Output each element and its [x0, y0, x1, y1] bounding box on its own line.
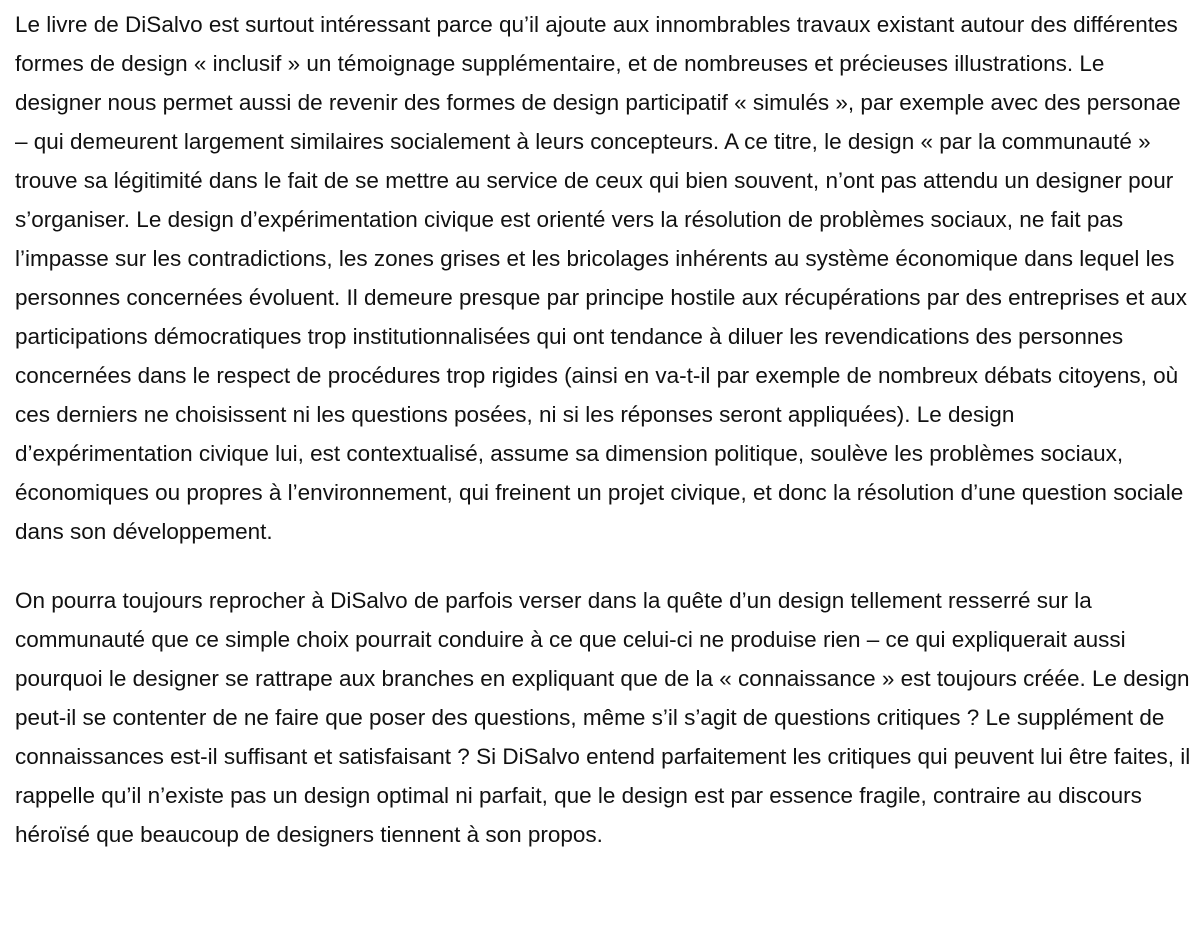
paragraph-1: Le livre de DiSalvo est surtout intéressant parce qu’il ajoute aux innombrables travaux existant autour des différentes formes de design « inclusif » un témoignage supplémentaire, et de nombreuses et précieuses illustrations. Le designer nous permet aussi de revenir des formes de design participatif « simulés », par exemple avec des personae – qui demeurent largement similaires socialement à leurs concepteurs. A ce titre, le design « par la communauté » trouve sa légitimité dans le fait de se mettre au service de ceux qui bien souvent, n’ont pas attendu un designer pour s’organiser. Le design d’expérimentation civique est orienté vers la résolution de problèmes sociaux, ne fait pas l’impasse sur les contradictions, les zones grises et les bricolages inhérents au système économique dans lequel les personnes concernées évoluent. Il demeure presque par principe hostile aux récupérations par des entreprises et aux participations démocratiques trop institutionnalisées qui ont tendance à diluer les revendications des personnes concernées dans le respect de procédures trop rigides (ainsi en va-t-il par exemple de nombreux débats citoyens, où ces derniers ne choisissent ni les questions posées, ni si les réponses seront appliquées). Le design d’expérimentation civique lui, est contextualisé, assume sa dimension politique, soulève les problèmes sociaux, économiques ou propres à l’environnement, qui freinent un projet civique, et donc la résolution d’une question sociale dans son développement. — [15, 12, 1187, 544]
paragraph-2: On pourra toujours reprocher à DiSalvo de parfois verser dans la quête d’un design tellement resserré sur la communauté que ce simple choix pourrait conduire à ce que celui-ci ne produise rien – ce qui expliquerait aussi pourquoi le designer se rattrape aux branches en expliquant que de la « connaissance » est toujours créée. Le design peut-il se contenter de ne faire que poser des questions, même s’il s’agit de questions critiques ? Le supplément de connaissances est-il suffisant et satisfaisant ? Si DiSalvo entend parfaitement les critiques qui peuvent lui être faites, il rappelle qu’il n’existe pas un design optimal ni parfait, que le design est par essence fragile, contraire au discours héroïsé que beaucoup de designers tiennent à son propos. — [15, 588, 1191, 847]
